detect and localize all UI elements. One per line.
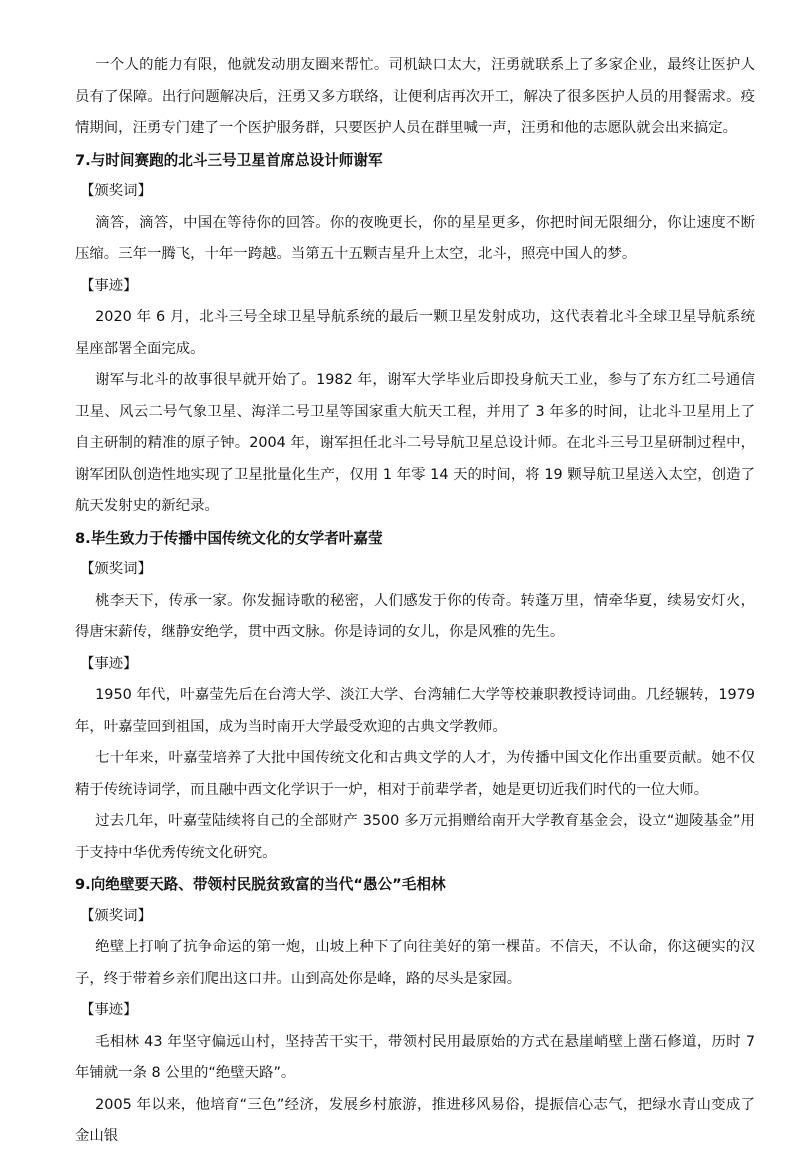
deeds-label: 【事迹】: [80, 277, 138, 294]
award-label: 【颁奖词】: [80, 561, 152, 577]
award-label: 【颁奖词】: [80, 907, 152, 924]
section-heading-7: 7.与时间赛跑的北斗三号卫星首席总设计师谢军: [75, 151, 383, 169]
award-label: 【颁奖词】: [80, 183, 152, 199]
deeds-paragraph: 谢军与北斗的故事很早就开始了。1982 年，谢军大学毕业后即投身航天工业，参与了东方红二号通信卫星、风云二号气象卫星、海洋二号卫星等国家重大航天工程，并用了 3 年多的时间，让北斗卫星用上了自主研制的精准的原子钟。2004 年，谢军担任北斗二号导航卫星总设计师。在北斗三号卫星研制过程中，谢军团队创造性地实现了卫星批量化生产，仅用 1 年零 14 天的时间，将 19 颗导航卫星送入太空，创造了航天发射史的新纪录。: [75, 372, 755, 514]
deeds-paragraph: 2020 年 6 月，北斗三号全球卫星导航系统的最后一颗卫星发射成功，这代表着北斗全球卫星导航系统星座部署全面完成。: [75, 309, 755, 357]
deeds-label: 【事迹】: [80, 1002, 138, 1018]
section-heading-9: 9.向绝壁要天路、带领村民脱贫致富的当代“愚公”毛相林: [75, 876, 446, 893]
deeds-paragraph: 毛相林 43 年坚守偏远山村，坚持苦干实干，带领村民用最原始的方式在悬崖峭壁上凿石修道，历时 7 年铺就一条 8 公里的“绝壁天路”。: [75, 1033, 755, 1081]
award-text: 绝壁上打响了抗争命运的第一炮，山坡上种下了向往美好的第一棵苗。不信天，不认命，你这硬实的汉子，终于带着乡亲们爬出这口井。山到高处你是峰，路的尽头是家园。: [75, 939, 755, 987]
award-text: 滴答，滴答，中国在等待你的回答。你的夜晚更长，你的星星更多，你把时间无限细分，你让速度不断压缩。三年一腾飞，十年一跨越。当第五十五颗吉星升上太空，北斗，照亮中国人的梦。: [75, 214, 755, 262]
deeds-paragraph: 七十年来，叶嘉莹培养了大批中国传统文化和古典文学的人才，为传播中国文化作出重要贡献。她不仅精于传统诗词学，而且融中西文化学识于一炉，相对于前辈学者，她是更切近我们时代的一位大师。: [75, 750, 755, 798]
intro-paragraph: 一个人的能力有限，他就发动朋友圈来帮忙。司机缺口太大，汪勇就联系上了多家企业，最终让医护人员有了保障。出行问题解决后，汪勇又多方联络，让便利店再次开工，解决了很多医护人员的用餐需求。疫情期间，汪勇专门建了一个医护服务群，只要医护人员在群里喊一声，汪勇和他的志愿队就会出来搞定。: [75, 57, 755, 136]
document-body: [75, 50, 755, 1153]
deeds-label: 【事迹】: [80, 655, 138, 672]
section-heading-8: 8.毕生致力于传播中国传统文化的女学者叶嘉莹: [75, 529, 383, 547]
award-text: 桃李天下，传承一家。你发掘诗歌的秘密，人们感发于你的传奇。转蓬万里，情牵华夏，续易安灯火，得唐宋薪传，继静安绝学，贯中西文脉。你是诗词的女儿，你是风雅的先生。: [75, 592, 755, 640]
deeds-paragraph: 2005 年以来，他培育“三色”经济，发展乡村旅游，推进移风易俗，提振信心志气，把绿水青山变成了金山银: [75, 1096, 755, 1144]
deeds-paragraph: 1950 年代，叶嘉莹先后在台湾大学、淡江大学、台湾辅仁大学等校兼职教授诗词曲。几经辗转，1979 年，叶嘉莹回到祖国，成为当时南开大学最受欢迎的古典文学教师。: [75, 687, 755, 735]
deeds-paragraph: 过去几年，叶嘉莹陆续将自己的全部财产 3500 多万元捐赠给南开大学教育基金会，设立“迦陵基金”用于支持中华优秀传统文化研究。: [75, 813, 755, 861]
